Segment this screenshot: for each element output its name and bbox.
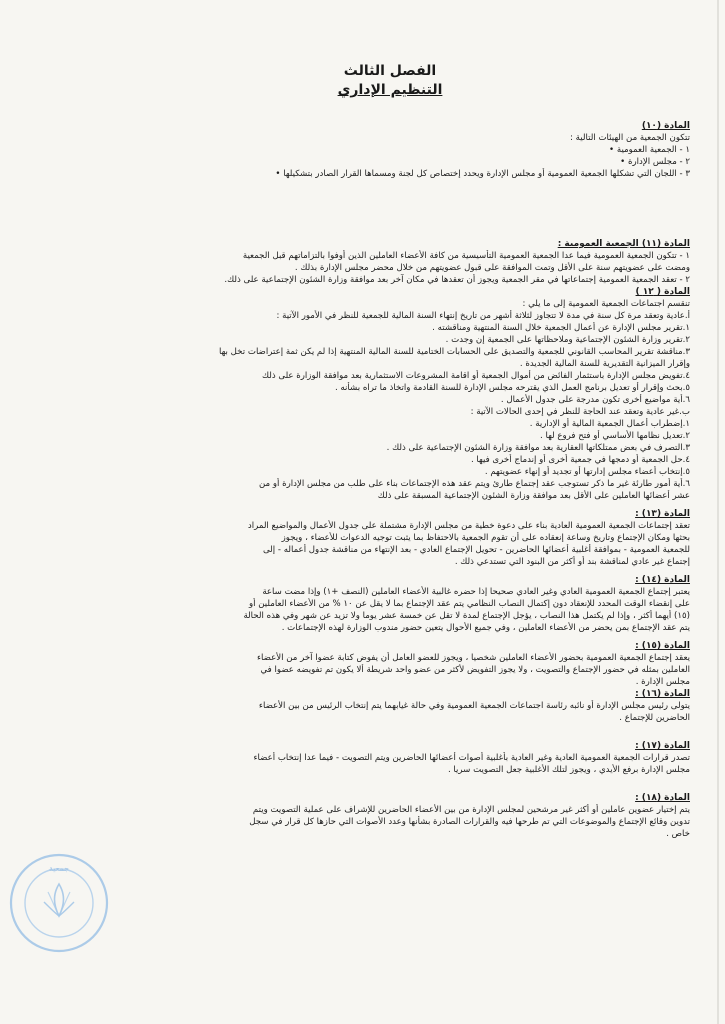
article-line: وإقرار الميزانية التقديرية للسنة المالية الجديدة . (519, 359, 690, 369)
article-13 (90, 508, 690, 568)
article-18 (90, 792, 690, 840)
article-line: تصدر قرارات الجمعية العمومية العادية وغير العادية بأغلبية أصوات أعضائها الحاضرين ويتم التصويت - فيما عدا إنتخاب أعضاء (253, 753, 690, 763)
article-line: ٢ - مجلس الإدارة • (620, 157, 690, 167)
article-line: ١.تقرير مجلس الإدارة عن أعمال الجمعية خلال السنة المنتهية ومناقشته . (432, 323, 690, 333)
article-line: يتم إختيار عضوين عاملين أو أكثر غير مرشحين لمجلس الإدارة من بين الأعضاء الحاضرين للإشراف على عملية التصويت ويتم (252, 805, 690, 815)
article-line: ٣.التصرف في بعض ممتلكاتها العقارية بعد موافقة وزارة الشئون الإجتماعية على ذلك . (386, 443, 690, 453)
stamp-text: جمعية (48, 864, 70, 873)
article-line: بحثها ومكان الإجتماع وتاريخ وساعة إنعقاده على أن تقوم الجمعية بالاحتفاظ بما يثبت توجيه الدعوات للأعضاء ، ويجوز (281, 533, 690, 543)
article-line: ومضت على عضويتهم سنة على الأقل وتمت الموافقة على قبول عضويتهم من خلال محضر مجلس الإدارة بذلك . (294, 263, 690, 273)
article-line: (١٥) أيهما أكثر ، وإذا لم يكتمل هذا النصاب ، يؤجل الإجتماع لمدة لا تقل عن خمسة عشر يوما ولا تزيد عن شهر وفي هذه الحالة (243, 611, 690, 621)
article-title: المادة (١٥) : (635, 641, 690, 651)
article-line: ٤.حل الجمعية أو دمجها في جمعية أخرى أو إندماج أخرى فيها . (470, 455, 690, 465)
article-line: ٦.أية أمور طارئة غير ما ذكر تستوجب عقد إجتماع طارئ ويتم عقد هذه الإجتماعات بناء على طلب من مجلس الإدارة أو من (258, 479, 690, 489)
article-11 (90, 238, 690, 286)
article-line: إجتماع غير عادي لمناقشة بند أو أكثر من البنود التي تستدعي ذلك . (454, 557, 690, 567)
article-line: على إنقضاء الوقت المحدد للإنعقاد دون إكتمال النصاب النظامي يتم عقد الإجتماع بما لا يقل عن ١٠ % من الأعضاء العاملين أو (248, 599, 690, 609)
article-line: مجلس الإدارة . (635, 677, 690, 687)
article-line: خاص . (666, 829, 690, 839)
article-title: المادة (١٠) (641, 121, 690, 131)
article-12 (90, 286, 690, 502)
article-title: المادة (١٣) : (635, 509, 690, 519)
article-line: يعقد إجتماع الجمعية العمومية بحضور الأعضاء العاملين شخصيا ، ويجوز للعضو العامل أن يفوض كتابة عضوا آخر من الأعضاء (256, 653, 690, 663)
article-17 (90, 740, 690, 776)
article-line: تدوين وقائع الإجتماع والموضوعات التي تم طرحها فيه والقرارات الصادرة بشأنها وعدد الأصوات التي حازها كل قرار في سجل (249, 817, 690, 827)
article-title: المادة (١١) الجمعية العمومية : (557, 239, 690, 249)
article-14 (90, 574, 690, 634)
article-line: تتكون الجمعية من الهيئات التالية : (570, 133, 690, 143)
article-line: يتم عقد الإجتماع بمن يحضر من الأعضاء العاملين ، وفي جميع الأحوال يتعين حضور مندوب الوزارة لهذه الإجتماعات . (281, 623, 690, 633)
article-line: ١ - تتكون الجمعية العمومية فيما عدا الجمعية العمومية التأسيسية من كافة الأعضاء العاملين الذين أوفوا بالتزاماتهم قبل الجمعية (242, 251, 690, 261)
article-title: المادة (١٤) : (635, 575, 690, 585)
chapter-subtitle: التنظيم الإداري (337, 82, 443, 98)
article-line: ٣ - اللجان التي تشكلها الجمعية العمومية أو مجلس الإدارة ويحدد إختصاص كل لجنة ومسماها القرار الصادر بتشكيلها • (275, 169, 690, 179)
chapter-title: الفصل الثالث (343, 63, 437, 79)
article-line: يعتبر إجتماع الجمعية العمومية العادي وغير العادي صحيحا إذا حضره غالبية الأعضاء العاملين (النصف +١) وإذا مضت ساعة (262, 587, 690, 597)
article-line: ٦.أية مواضيع أخرى تكون مدرجة على جدول الأعمال . (500, 395, 690, 405)
article-title: المادة ( ١٢ ) (635, 287, 690, 297)
article-line: يتولى رئيس مجلس الإدارة أو نائبه رئاسة اجتماعات الجمعية العمومية وفي حالة غيابهما يتم إنتخاب الرئيس من بين الأعضاء (258, 701, 690, 711)
article-line: ١ - الجمعية العمومية • (609, 145, 690, 155)
page-edge-shadow (717, 0, 719, 1024)
chapter-heading (90, 62, 690, 100)
article-line: أ.عادية وتعقد مرة كل سنة في مدة لا تتجاوز لثلاثة أشهر من تاريخ إنتهاء السنة المالية للجمعية للنظر في الأمور الآتية : (276, 311, 690, 321)
article-line: ب.غير عادية وتعقد عند الحاجة للنظر في إحدى الحالات الآتية : (470, 407, 690, 417)
document-sheet (90, 40, 690, 1015)
article-title: المادة (١٦) : (635, 689, 690, 699)
association-stamp-icon (8, 852, 110, 954)
article-line: للجمعية العمومية - بموافقة أغلبية أعضائها الحاضرين - تحويل الإجتماع العادي - بعد الإنتهاء من مناقشة جدول أعماله - إلى (263, 545, 690, 555)
article-16 (90, 688, 690, 724)
article-line: مجلس الإدارة برفع الأيدي ، ويجوز لتلك الأغلبية جعل التصويت سريا . (447, 765, 690, 775)
article-line: العاملين بمثله في حضور الإجتماع والتصويت ، ولا يجوز التفويض لأكثر من عضو واحد شريطة ألا يكون تم تفويضه عضوا في (260, 665, 690, 675)
article-line: ٢.تعديل نظامها الأساسي أو فتح فروع لها . (540, 431, 690, 441)
article-line: ١.إضطراب أعمال الجمعية المالية أو الإدارية . (529, 419, 690, 429)
article-line: ٤.تفويض مجلس الإدارة باستثمار الفائض من أموال الجمعية أو اقامة المشروعات الاستثمارية بعد موافقة الوزارة على ذلك (261, 371, 690, 381)
article-line: تعقد إجتماعات الجمعية العمومية العادية بناء على دعوة خطية من مجلس الإدارة مشتملة على جدول الأعمال والمواضيع المراد (247, 521, 690, 531)
article-15 (90, 640, 690, 688)
article-line: ٢.تقرير وزارة الشئون الإجتماعية وملاحظاتها على الجمعية إن وجدت . (445, 335, 690, 345)
article-line: الحاضرين للإجتماع . (619, 713, 690, 723)
article-title: المادة (١٨) : (635, 793, 690, 803)
article-line: ٢ - تعقد الجمعية العمومية إجتماعاتها في مقر الجمعية ويجوز أن تعقدها في مكان آخر بعد موافقة وزارة الشئون الإجتماعية على ذلك. (224, 275, 690, 285)
document-body (90, 120, 690, 840)
article-line: ٥.بحث وإقرار أو تعديل برنامج العمل الذي يقترحه مجلس الإدارة للسنة القادمة واتخاذ ما تراه بشأنه . (334, 383, 690, 393)
article-line: ٥.إنتخاب أعضاء مجلس إدارتها أو تجديد أو إنهاء عضويتهم . (484, 467, 690, 477)
article-10 (90, 120, 690, 180)
article-line: ٣.مناقشة تقرير المحاسب القانوني للجمعية والتصديق على الحسابات الختامية للسنة المالية المنتهية إذا لم يكن ثمة إعتراضات تخل بها (218, 347, 690, 357)
article-line: عشر أعضائها العاملين على الأقل بعد موافقة وزارة الشئون الإجتماعية المسبقة على ذلك (377, 491, 690, 501)
article-title: المادة (١٧) : (635, 741, 690, 751)
article-line: تنقسم اجتماعات الجمعية العمومية إلى ما يلي : (522, 299, 690, 309)
